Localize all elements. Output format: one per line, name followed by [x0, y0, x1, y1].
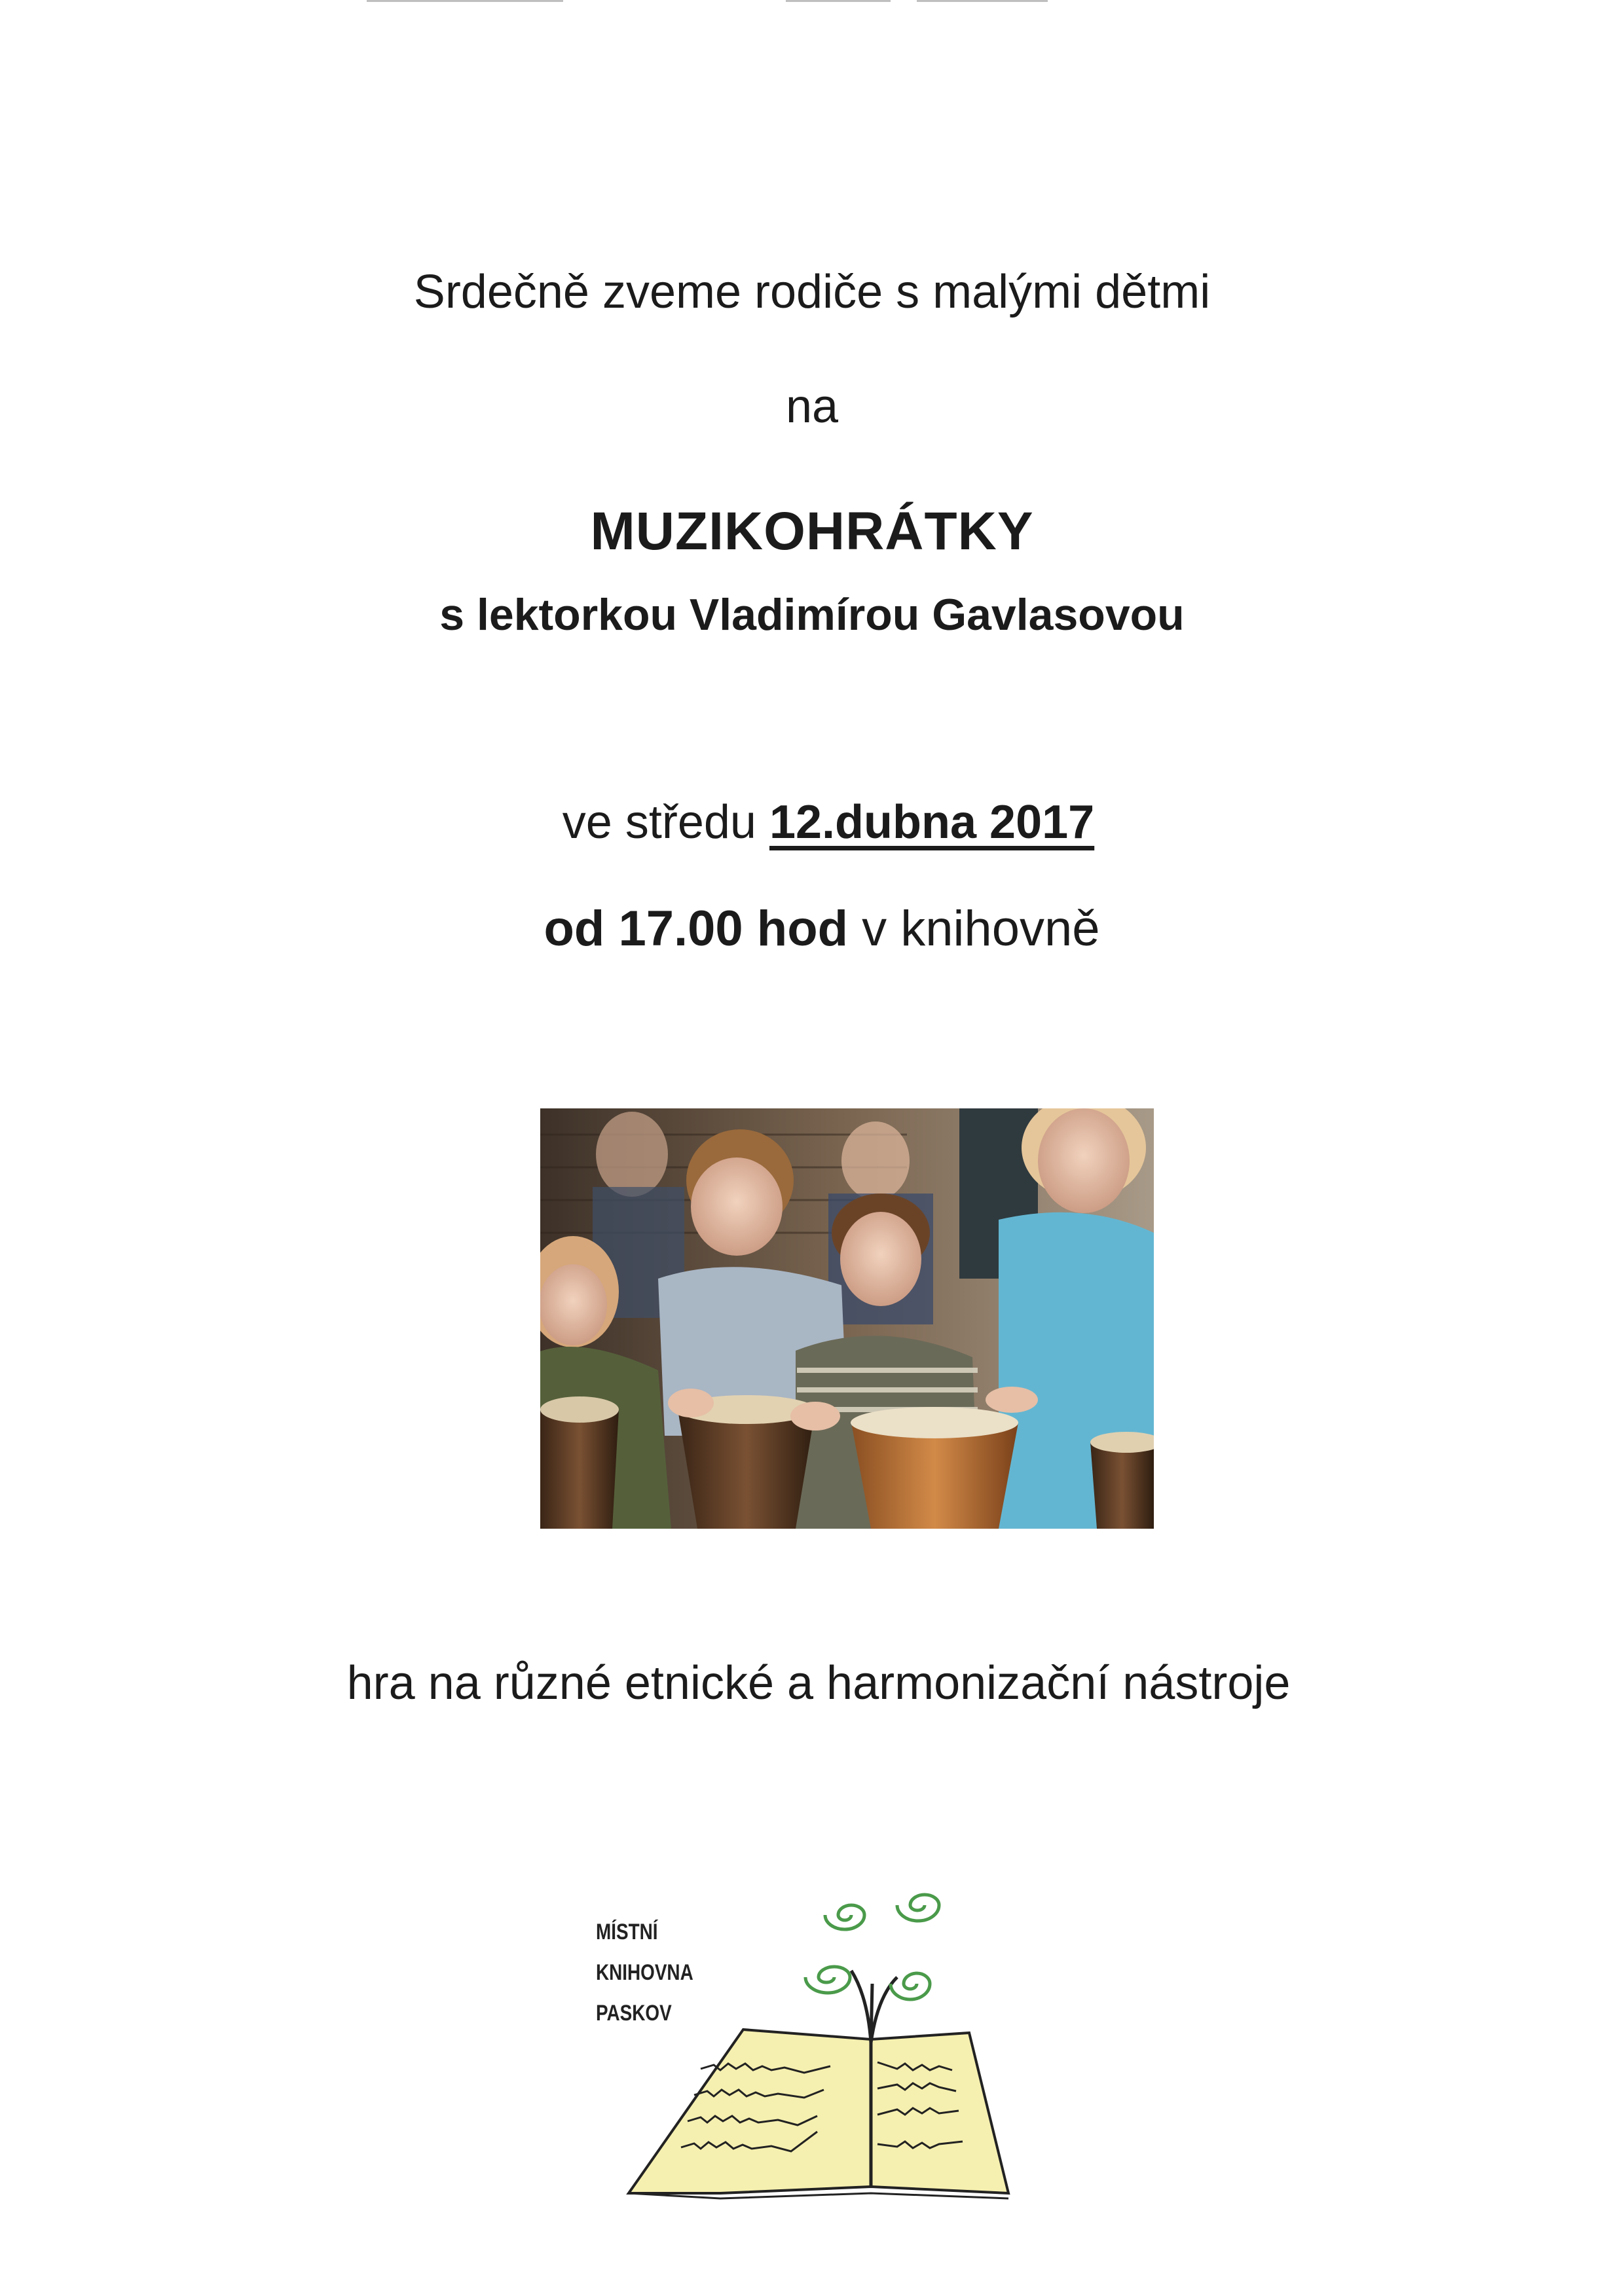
preposition-text: na [785, 380, 839, 433]
scan-mark [786, 0, 891, 2]
date-line [0, 795, 1624, 849]
invitation-text: Srdečně zveme rodiče s malými dětmi [413, 266, 1211, 318]
event-place: v knihovně [848, 901, 1100, 957]
time-line [0, 900, 1624, 957]
scan-mark [367, 0, 563, 2]
library-logo-text [596, 1912, 693, 2033]
logo-line-1: MÍSTNÍ [596, 1920, 658, 1944]
children-drumming-photo [540, 1108, 1154, 1529]
logo-line-3: PASKOV [596, 2001, 672, 2026]
lecturer-text: s lektorkou Vladimírou Gavlasovou [439, 590, 1185, 640]
event-time: od 17.00 hod [544, 901, 849, 957]
event-title: MUZIKOHRÁTKY [590, 501, 1034, 561]
logo-line-2: KNIHOVNA [596, 1960, 693, 1985]
scan-mark [917, 0, 1048, 2]
date-prefix: ve středu [562, 796, 756, 848]
event-date: 12.dubna 2017 [769, 796, 1095, 848]
photo-illustration [540, 1108, 1154, 1529]
activity-text: hra na různé etnické a harmonizační nástroje [346, 1657, 1291, 1709]
library-logo [589, 1886, 1022, 2200]
